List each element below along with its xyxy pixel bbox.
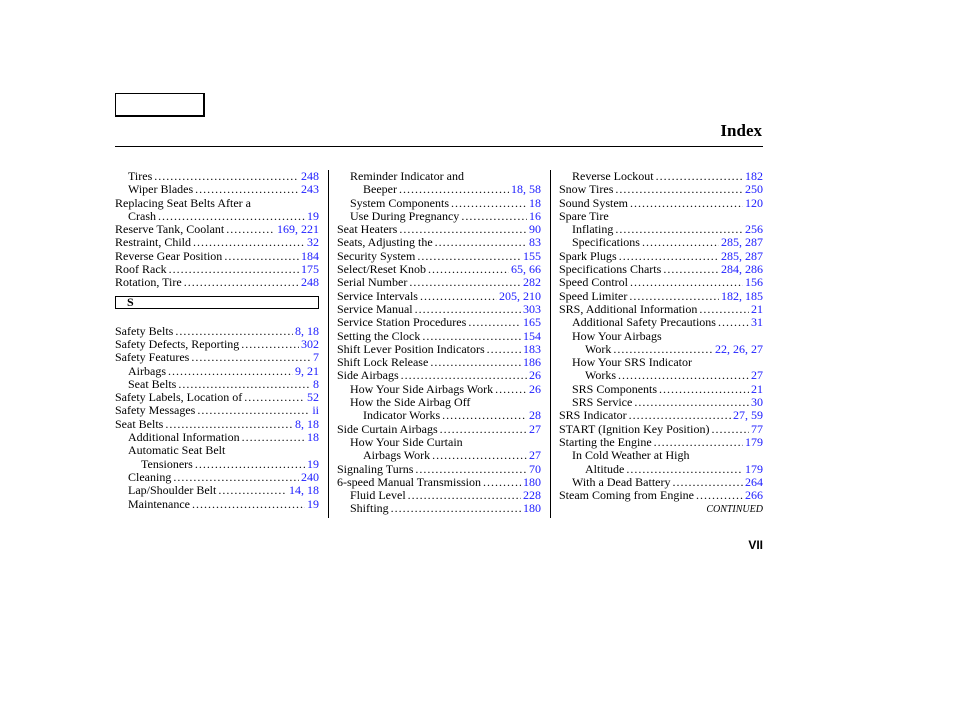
leader-dots [699, 303, 749, 316]
leader-dots [440, 423, 527, 436]
index-entry-term: Altitude [585, 461, 625, 476]
index-entry [559, 236, 763, 249]
index-entry-page-link[interactable]: 205, 210 [499, 288, 541, 303]
index-entry-term: System Components [350, 195, 450, 210]
index-entry-page-link[interactable]: 182 [745, 169, 763, 183]
index-entry-term: Beeper [363, 182, 397, 197]
index-entry-page-link[interactable]: 90 [529, 222, 541, 237]
continued-label: CONTINUED [706, 504, 763, 515]
index-entry-term: Specifications Charts [559, 262, 662, 277]
index-entry [337, 263, 541, 276]
index-entry [337, 502, 541, 515]
index-entry [115, 418, 319, 431]
index-entry-term: SRS Components [572, 381, 658, 396]
index-entry-page-link[interactable]: 8, 18 [295, 416, 319, 431]
leader-dots [244, 391, 305, 404]
index-entry [337, 449, 541, 462]
leader-dots [432, 449, 527, 462]
index-entry-term: Safety Labels, Location of [115, 390, 243, 405]
index-entry [115, 338, 319, 351]
index-entry [337, 476, 541, 489]
index-entry-term: Speed Limiter [559, 288, 628, 303]
index-entry-term: Spark Plugs [559, 248, 617, 263]
leader-dots [618, 369, 749, 382]
leader-dots [173, 471, 299, 484]
index-entry [115, 444, 319, 457]
index-entry-page-link[interactable]: 179 [745, 434, 763, 449]
leader-dots [399, 183, 509, 196]
index-entry [559, 383, 763, 396]
leader-dots [422, 330, 521, 343]
leader-dots [629, 290, 719, 303]
index-entry [115, 236, 319, 249]
column-divider-1 [328, 170, 329, 518]
index-entry [337, 436, 541, 449]
index-entry [115, 276, 319, 289]
index-entry [337, 343, 541, 356]
header-rule [115, 146, 763, 147]
index-entry-term: Airbags Work [363, 448, 431, 463]
index-entry-term: Side Airbags [337, 368, 399, 383]
index-entry-term: Safety Belts [115, 323, 174, 338]
index-entry-page-link[interactable]: 182, 185 [721, 288, 763, 303]
index-entry [337, 276, 541, 289]
index-entry-page-link[interactable]: 156 [745, 275, 763, 290]
leader-dots [415, 463, 527, 476]
index-entry-page-link[interactable]: 26 [529, 368, 541, 383]
index-entry-page-link[interactable]: 179 [745, 461, 763, 476]
leader-dots [195, 183, 299, 196]
index-entry-page-link[interactable]: 52 [307, 390, 319, 405]
index-entry-term: Tensioners [141, 456, 193, 471]
leader-dots [218, 484, 287, 497]
index-entry-term: Wiper Blades [128, 182, 194, 197]
index-entry-page-link[interactable]: 27, 59 [733, 408, 763, 423]
index-entry [559, 476, 763, 489]
index-entry [337, 236, 541, 249]
index-entry-term: Airbags [128, 363, 166, 378]
index-entry-page-link[interactable]: 165 [523, 315, 541, 330]
index-entry-page-link[interactable]: 65, 66 [511, 262, 541, 277]
index-entry [337, 197, 541, 210]
index-entry-term: Reminder Indicator and [350, 169, 464, 183]
index-entry [115, 365, 319, 378]
leader-dots [630, 197, 743, 210]
index-entry [559, 170, 763, 183]
index-entry-term: Snow Tires [559, 182, 614, 197]
leader-dots [435, 236, 527, 249]
index-entry-term: Sound System [559, 195, 629, 210]
index-entry-page-link[interactable]: 19 [307, 456, 319, 471]
leader-dots [242, 431, 305, 444]
index-entry [115, 378, 319, 391]
index-entry-page-link[interactable]: 27 [751, 368, 763, 383]
index-entry-page-link[interactable]: 266 [745, 488, 763, 503]
index-entry [559, 250, 763, 263]
index-entry [559, 276, 763, 289]
leader-dots [430, 356, 521, 369]
leader-dots [401, 369, 527, 382]
index-entry [559, 183, 763, 196]
index-entry [559, 263, 763, 276]
index-entry [115, 351, 319, 364]
index-entry-page-link[interactable]: 264 [745, 474, 763, 489]
leader-dots [420, 290, 497, 303]
index-entry-term: Safety Messages [115, 403, 196, 418]
index-entry-term: Maintenance [128, 496, 190, 511]
index-entry-term: How the Side Airbag Off [350, 395, 471, 410]
leader-dots [468, 316, 521, 329]
leader-dots [642, 236, 719, 249]
leader-dots [226, 223, 275, 236]
index-entry-term: Service Station Procedures [337, 315, 467, 330]
index-entry-term: Steam Coming from Engine [559, 488, 694, 503]
index-entry-term: SRS Indicator [559, 408, 627, 423]
index-entry-term: Works [585, 368, 617, 383]
leader-dots [391, 502, 521, 515]
leader-dots [168, 365, 293, 378]
index-entry-term: Use During Pregnancy [350, 208, 460, 223]
leader-dots [154, 170, 299, 183]
index-entry [115, 404, 319, 417]
index-entry-term: Additional Safety Precautions [572, 315, 716, 330]
index-entry-term: SRS, Additional Information [559, 301, 698, 316]
leader-dots [428, 263, 509, 276]
index-entry-page-link[interactable]: 284, 286 [721, 262, 763, 277]
leader-dots [192, 498, 305, 511]
index-entry-term: Indicator Works [363, 408, 441, 423]
index-entry-term: Shifting [350, 501, 389, 516]
index-entry-page-link[interactable]: 248 [301, 275, 319, 290]
index-entry [115, 431, 319, 444]
index-entry-page-link[interactable]: 120 [745, 195, 763, 210]
index-entry [337, 383, 541, 396]
index-entry-page-link[interactable]: 302 [301, 336, 319, 351]
index-entry-page-link[interactable]: 240 [301, 469, 319, 484]
index-entry-page-link[interactable]: 154 [523, 328, 541, 343]
index-entry [115, 498, 319, 511]
index-entry-page-link[interactable]: 18 [529, 195, 541, 210]
index-entry-page-link[interactable]: 180 [523, 474, 541, 489]
index-entry-page-link[interactable]: 22, 26, 27 [715, 341, 763, 356]
index-entry-term: Shift Lever Position Indicators [337, 341, 485, 356]
column-divider-2 [550, 170, 551, 518]
index-entry [115, 325, 319, 338]
index-entry-term: Work [585, 341, 612, 356]
index-entry [115, 183, 319, 196]
index-entry [559, 356, 763, 369]
index-entry-term: START (Ignition Key Position) [559, 421, 710, 436]
index-entry-page-link[interactable]: 155 [523, 248, 541, 263]
leader-dots [711, 423, 749, 436]
leader-dots [408, 489, 521, 502]
index-entry-term: Lap/Shoulder Belt [128, 483, 217, 498]
index-entry-page-link[interactable]: 32 [307, 235, 319, 250]
index-entry-page-link[interactable]: 19 [307, 496, 319, 511]
index-entry-term: 6-speed Manual Transmission [337, 474, 481, 489]
index-entry-page-link[interactable]: 169, 221 [277, 222, 319, 237]
index-entry-page-link[interactable]: 27 [529, 448, 541, 463]
index-entry-term: Service Manual [337, 301, 413, 316]
leader-dots [178, 378, 311, 391]
index-entry-term: Replacing Seat Belts After a [115, 195, 251, 210]
index-entry-page-link[interactable]: 183 [523, 341, 541, 356]
index-entry-page-link[interactable]: 19 [307, 208, 319, 223]
index-entry-page-link[interactable]: 14, 18 [289, 483, 319, 498]
index-entry-page-link[interactable]: 175 [301, 262, 319, 277]
index-entry-term: Reserve Tank, Coolant [115, 222, 225, 237]
index-entry-term: Select/Reset Knob [337, 262, 426, 277]
index-entry-page-link[interactable]: 18 [307, 430, 319, 445]
leader-dots [191, 351, 311, 364]
index-column-2 [337, 170, 541, 516]
index-entry-term: How Your SRS Indicator [572, 355, 693, 370]
index-entry [115, 250, 319, 263]
index-entry-term: Seat Heaters [337, 222, 398, 237]
index-entry [559, 423, 763, 436]
leader-dots [656, 170, 743, 183]
index-entry [559, 303, 763, 316]
leader-dots [415, 303, 521, 316]
index-entry-term: How Your Side Airbags Work [350, 381, 494, 396]
index-entry-term: How Your Side Curtain [350, 434, 463, 449]
index-entry-page-link[interactable]: 282 [523, 275, 541, 290]
leader-dots [663, 263, 719, 276]
index-entry [115, 391, 319, 404]
index-entry-term: Setting the Clock [337, 328, 421, 343]
leader-dots [165, 418, 293, 431]
index-entry [337, 223, 541, 236]
index-column-1 [115, 170, 319, 511]
leader-dots [399, 223, 527, 236]
index-entry [337, 396, 541, 409]
index-entry [337, 250, 541, 263]
index-entry-term: Side Curtain Airbags [337, 421, 438, 436]
leader-dots [495, 383, 527, 396]
index-entry-term: Reverse Lockout [572, 169, 654, 183]
index-entry-page-link[interactable]: 248 [301, 169, 319, 183]
leader-dots [409, 276, 521, 289]
section-letter-box: S [115, 296, 319, 309]
leader-dots [461, 210, 527, 223]
index-entry [337, 409, 541, 422]
index-entry [559, 330, 763, 343]
leader-dots [442, 409, 527, 422]
index-entry [115, 263, 319, 276]
index-entry-term: Safety Features [115, 350, 190, 365]
index-entry [115, 197, 319, 210]
leader-dots [197, 404, 310, 417]
leader-dots [629, 409, 731, 422]
index-entry [559, 316, 763, 329]
index-entry-page-link[interactable]: 285, 287 [721, 235, 763, 250]
index-entry-page-link[interactable]: 70 [529, 461, 541, 476]
index-entry-term: Reverse Gear Position [115, 248, 223, 263]
index-entry [337, 356, 541, 369]
index-entry-page-link[interactable]: 21 [751, 301, 763, 316]
index-entry-term: Tires [128, 169, 153, 183]
page-title: Index [720, 121, 762, 140]
index-entry [337, 489, 541, 502]
leader-dots [634, 396, 749, 409]
index-entry-term: In Cold Weather at High [572, 448, 690, 463]
index-entry-page-link[interactable]: 250 [745, 182, 763, 197]
index-entry-term: Cleaning [128, 469, 172, 484]
index-entry-term: Restraint, Child [115, 235, 191, 250]
leader-dots [169, 263, 299, 276]
index-entry-page-link[interactable]: 16 [529, 208, 541, 223]
index-entry-term: Roof Rack [115, 262, 167, 277]
index-entry [337, 290, 541, 303]
index-entry [115, 458, 319, 471]
index-entry-page-link[interactable]: 21 [751, 381, 763, 396]
index-entry [559, 396, 763, 409]
index-entry-term: With a Dead Battery [572, 474, 671, 489]
index-entry-term: SRS Service [572, 395, 633, 410]
index-entry-term: Seat Belts [128, 376, 177, 391]
index-entry-page-link[interactable]: 7 [313, 350, 319, 365]
leader-dots [659, 383, 749, 396]
index-entry-term: How Your Airbags [572, 328, 662, 343]
index-entry [337, 170, 541, 183]
index-entry-term: Signaling Turns [337, 461, 414, 476]
index-entry [115, 170, 319, 183]
index-entry-term: Spare Tire [559, 208, 609, 223]
index-entry-page-link[interactable]: 83 [529, 235, 541, 250]
index-entry-term: Additional Information [128, 430, 240, 445]
index-entry-page-link[interactable]: 186 [523, 355, 541, 370]
leader-dots [175, 325, 293, 338]
leader-dots [654, 436, 743, 449]
leader-dots [195, 458, 305, 471]
leader-dots [626, 463, 743, 476]
leader-dots [184, 276, 299, 289]
index-entry-page-link[interactable]: 30 [751, 395, 763, 410]
leader-dots [487, 343, 521, 356]
index-entry [337, 423, 541, 436]
leader-dots [224, 250, 299, 263]
index-entry-page-link[interactable]: 26 [529, 381, 541, 396]
index-column-3 [559, 170, 763, 502]
index-entry [115, 484, 319, 497]
index-entry-term: Specifications [572, 235, 640, 250]
index-entry-page-link[interactable]: 77 [751, 421, 763, 436]
index-entry-term: Seat Belts [115, 416, 164, 431]
index-entry [337, 463, 541, 476]
leader-dots [619, 250, 719, 263]
index-entry-term: Safety Defects, Reporting [115, 336, 240, 351]
index-entry [559, 449, 763, 462]
index-entry-page-link[interactable]: 28 [529, 408, 541, 423]
index-entry-term: Crash [128, 208, 156, 223]
index-entry [337, 316, 541, 329]
leader-dots [672, 476, 743, 489]
index-entry [559, 210, 763, 223]
index-entry-term: Service Intervals [337, 288, 418, 303]
index-entry-term: Speed Control [559, 275, 628, 290]
leader-dots [615, 183, 743, 196]
index-entry-term: Fluid Level [350, 488, 406, 503]
leader-dots [615, 223, 743, 236]
leader-dots [193, 236, 305, 249]
index-entry-page-link[interactable]: 8, 18 [295, 323, 319, 338]
index-entry-term: Inflating [572, 222, 614, 237]
index-entry [559, 436, 763, 449]
leader-dots [451, 197, 527, 210]
leader-dots [696, 489, 743, 502]
index-entry [559, 489, 763, 502]
index-entry-page-link[interactable]: 184 [301, 248, 319, 263]
index-entry-page-link[interactable]: 31 [751, 315, 763, 330]
leader-dots [241, 338, 299, 351]
index-entry [337, 210, 541, 223]
index-entry-term: Shift Lock Release [337, 355, 429, 370]
index-entry-term: Automatic Seat Belt [128, 443, 226, 458]
page-number: VII [748, 538, 763, 552]
index-entry [559, 409, 763, 422]
index-entry [559, 290, 763, 303]
index-entry-page-link[interactable]: 9, 21 [295, 363, 319, 378]
index-entry-page-link[interactable]: 303 [523, 301, 541, 316]
index-entry [337, 330, 541, 343]
index-entry-term: Security System [337, 248, 416, 263]
index-entry-term: Serial Number [337, 275, 408, 290]
index-entry-page-link[interactable]: 243 [301, 182, 319, 197]
index-entry-term: Starting the Engine [559, 434, 652, 449]
index-entry [115, 223, 319, 236]
index-entry [559, 343, 763, 356]
index-entry [337, 303, 541, 316]
index-entry-term: Seats, Adjusting the [337, 235, 433, 250]
leader-dots [483, 476, 521, 489]
index-entry [559, 223, 763, 236]
index-entry [115, 471, 319, 484]
index-entry-page-link[interactable]: 285, 287 [721, 248, 763, 263]
index-entry [337, 369, 541, 382]
index-entry-page-link[interactable]: 180 [523, 501, 541, 516]
index-entry [559, 463, 763, 476]
index-entry [559, 369, 763, 382]
leader-dots [158, 210, 305, 223]
leader-dots [417, 250, 521, 263]
index-entry-page-link[interactable]: 228 [523, 488, 541, 503]
index-entry [559, 197, 763, 210]
index-entry-page-link[interactable]: 27 [529, 421, 541, 436]
leader-dots [613, 343, 713, 356]
index-entry-page-link[interactable]: 8 [313, 376, 319, 391]
header-tab-box [115, 93, 205, 117]
leader-dots [718, 316, 749, 329]
index-entry [115, 210, 319, 223]
index-entry-page-link[interactable]: ii [312, 403, 319, 418]
leader-dots [630, 276, 743, 289]
index-entry-term: Rotation, Tire [115, 275, 182, 290]
index-entry-page-link[interactable]: 256 [745, 222, 763, 237]
index-entry-page-link[interactable]: 18, 58 [511, 182, 541, 197]
index-entry [337, 183, 541, 196]
